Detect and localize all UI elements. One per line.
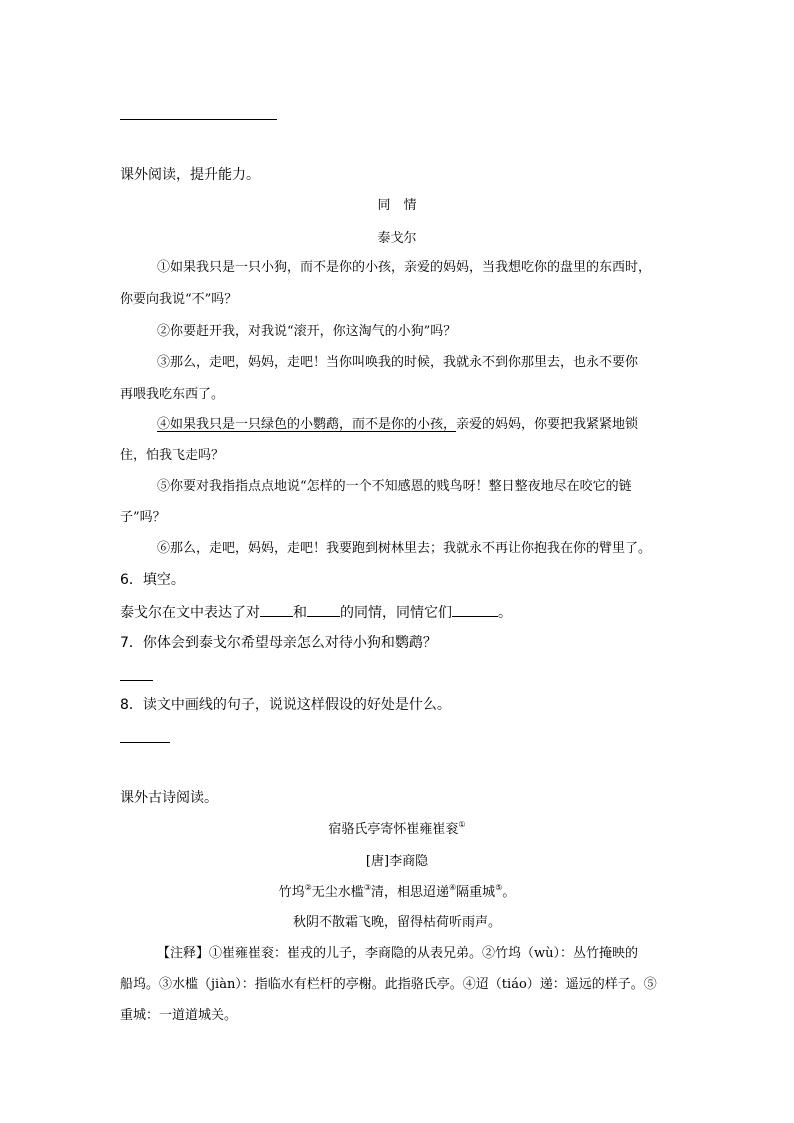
- poem2-line-1-seg-c: 清，相思迢递: [370, 885, 449, 900]
- paragraph-3-line-1: ③那么，走吧，妈妈，走吧！当你叫唤我的时候，我就永不到你那里去，也永不要你: [157, 355, 639, 370]
- paragraph-4-rest: 亲爱的妈妈，你要把我紧紧地锁: [456, 417, 639, 432]
- poem2-title-text: 宿骆氏亭寄怀崔雍崔衮: [328, 822, 459, 837]
- paragraph-4-line-2: 住，怕我飞走吗？: [120, 448, 225, 463]
- paragraph-3-line-2: 再喂我吃东西了。: [120, 387, 225, 402]
- paragraph-1-line-1: ①如果我只是一只小狗，而不是你的小孩，亲爱的妈妈，当我想吃你的盘里的东西时，: [157, 260, 652, 275]
- top-answer-line: [120, 119, 277, 120]
- paragraph-1-line-2: 你要向我说“不”吗？: [120, 292, 238, 307]
- poem2-line-1-seg-b: 无尘水槛: [311, 885, 364, 900]
- poem2-line-1: [0, 883, 794, 903]
- poem-author: 泰戈尔: [377, 231, 417, 246]
- q6-text-1: 泰戈尔在文中表达了对: [120, 605, 260, 621]
- notes-line-2: 船坞。③水槛（jiàn）：指临水有栏杆的亭榭。此指骆氏亭。④迢（tiáo）递：遥远的样子。⑤: [120, 977, 657, 992]
- notes-line-1: 【注释】①崔雍崔衮：崔戎的儿子，李商隐的从表兄弟。②竹坞（wù）：丛竹掩映的: [157, 946, 639, 961]
- q6-text-4: 。: [498, 605, 512, 621]
- q6-text-3: 的同情，同情它们: [340, 605, 452, 621]
- note-marker-3: ③: [363, 883, 371, 892]
- underlined-sentence: ④如果我只是一只绿色的小鹦鹉，而不是你的小孩，: [157, 417, 457, 432]
- paragraph-5-line-1: ⑤你要对我指指点点地说“怎样的一个不知感恩的贱鸟呀！整日整夜地尽在咬它的链: [157, 479, 632, 494]
- section-intro-poetry: 课外古诗阅读。: [120, 790, 218, 806]
- q7-answer-line[interactable]: [120, 680, 153, 681]
- q6-blank-2[interactable]: [307, 602, 340, 617]
- note-marker-1: ①: [458, 820, 466, 829]
- poem2-author: [唐]李商隐: [365, 854, 429, 869]
- q6-text-2: 和: [293, 605, 307, 621]
- poem2-title: [0, 820, 794, 840]
- note-marker-5: ⑤: [495, 883, 503, 892]
- poem2-line-2: 秋阴不散霜飞晚，留得枯荷听雨声。: [292, 915, 501, 930]
- q6-blank-3[interactable]: [452, 602, 498, 617]
- poem-title: 同 情: [377, 198, 417, 213]
- paragraph-2: ②你要赶开我，对我说“滚开，你这淘气的小狗”吗？: [157, 324, 457, 339]
- paragraph-4-line-1: [157, 415, 638, 435]
- question-6-fill: [120, 602, 512, 623]
- q8-answer-line[interactable]: [120, 742, 170, 743]
- paragraph-5-line-2: 子”吗？: [120, 510, 166, 525]
- poem2-line-1-seg-e: 。: [502, 885, 516, 900]
- q6-blank-1[interactable]: [260, 602, 293, 617]
- section-intro-reading: 课外阅读，提升能力。: [120, 167, 260, 183]
- notes-line-3: 重城：一道道城关。: [120, 1008, 238, 1023]
- note-marker-2: ②: [304, 883, 312, 892]
- question-6-label: 6．填空。: [120, 572, 185, 588]
- poem2-line-1-seg-d: 隔重城: [456, 885, 496, 900]
- poem2-line-1-seg-a: 竹坞: [278, 885, 305, 900]
- question-8-label: 8．读文中画线的句子，说说这样假设的好处是什么。: [120, 697, 451, 713]
- question-7-label: 7．你体会到泰戈尔希望母亲怎么对待小狗和鹦鹉？: [120, 635, 437, 651]
- paragraph-6: ⑥那么，走吧，妈妈，走吧！我要跑到树林里去；我就永不再让你抱我在你的臂里了。: [157, 541, 652, 556]
- note-marker-4: ④: [449, 883, 457, 892]
